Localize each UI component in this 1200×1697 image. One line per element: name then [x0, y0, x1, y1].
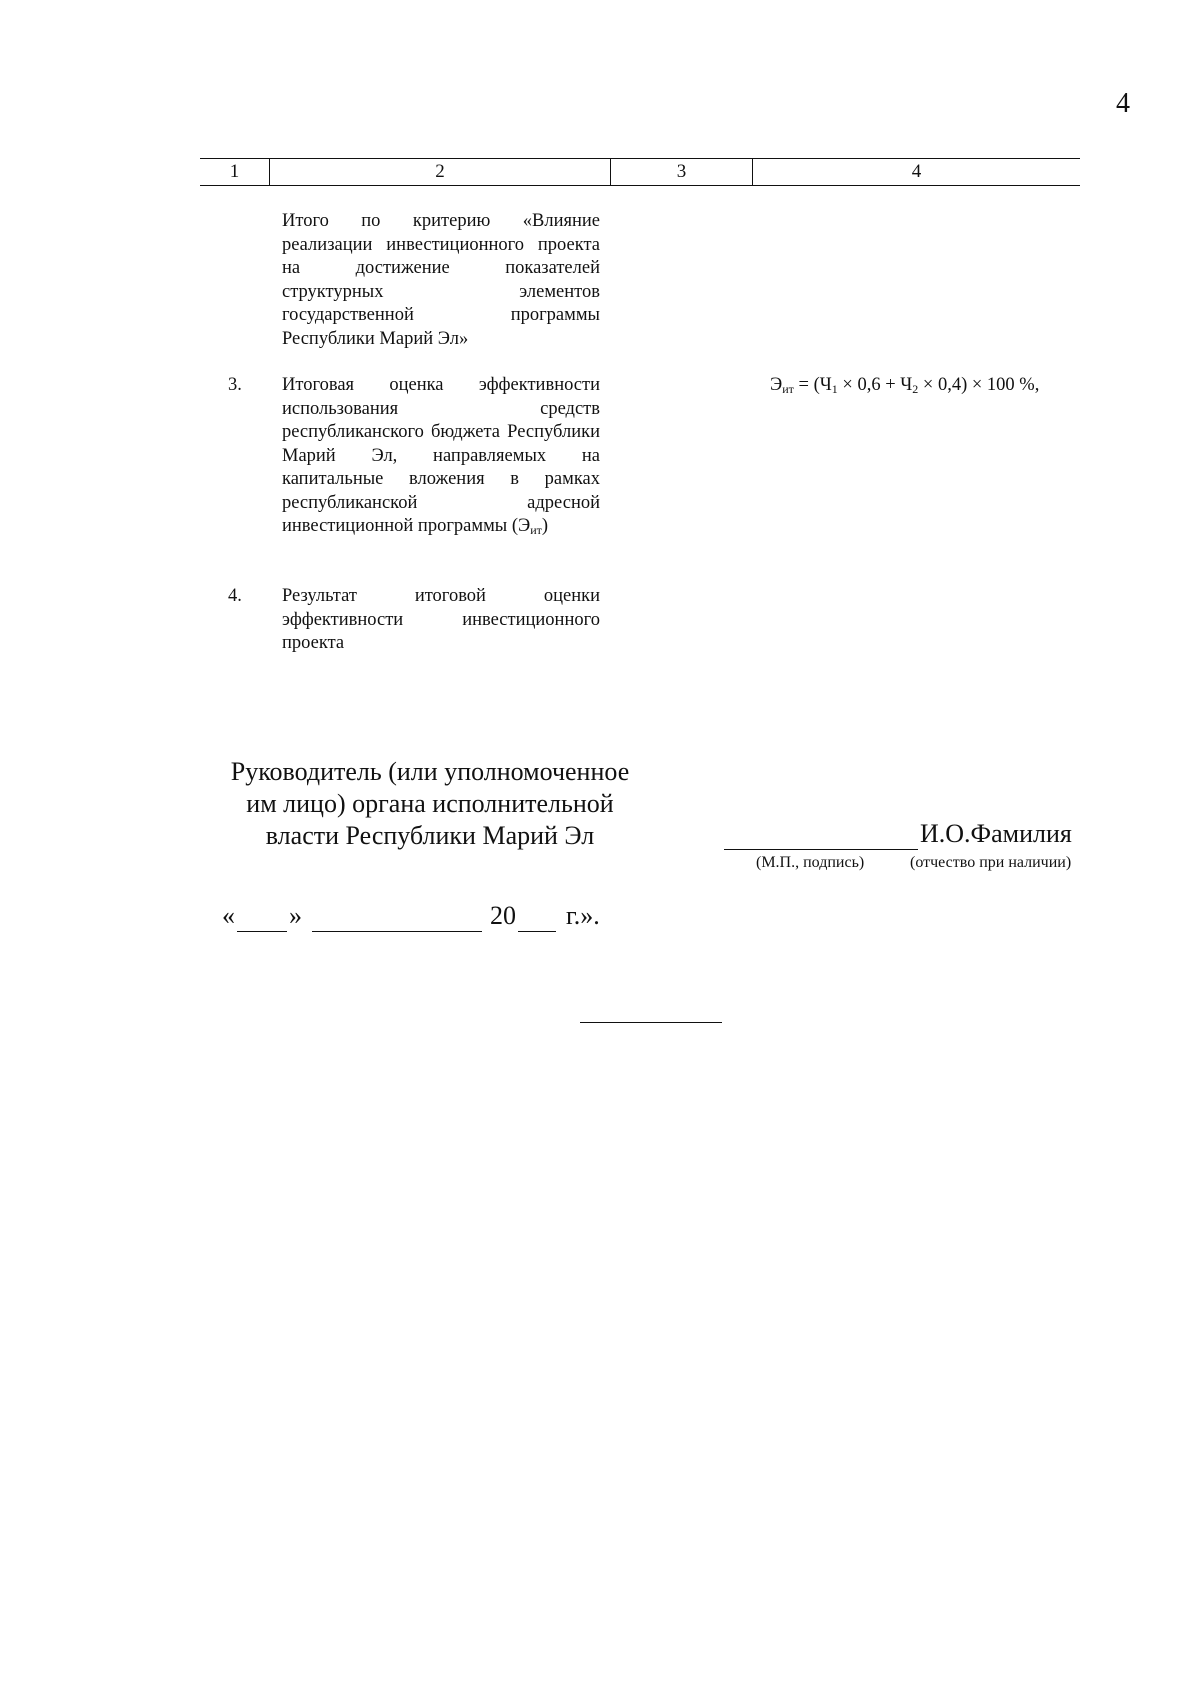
- date-month-blank: [312, 907, 482, 932]
- date-suffix: г.».: [566, 901, 600, 930]
- signature-line: [724, 849, 918, 850]
- row-description: Итого по критерию «Влияние реализации инвестиционного проекта на достижение показателей структурных элементов государственной программы Республики Марий Эл»: [282, 211, 600, 349]
- row-number: 4.: [228, 586, 242, 606]
- row-description: [282, 374, 600, 543]
- formula-part-3: × 0,4) × 100 %,: [918, 375, 1040, 395]
- date-line: [222, 900, 600, 932]
- row-description: Результат итоговой оценки эффективности инвестиционного проекта: [282, 586, 600, 653]
- formula-subscript-1: 1: [831, 382, 838, 396]
- formula-subscript-2: 2: [912, 382, 919, 396]
- signature-caption-stamp: (М.П., подпись): [756, 854, 865, 871]
- date-year-prefix: 20: [490, 901, 516, 930]
- formula-lhs: Э: [770, 375, 783, 395]
- end-of-document-rule: [580, 1022, 722, 1023]
- row-description-main: Итоговая оценка эффективности использования средств республиканского бюджета Республики Марий Эл, направляемых на капитальные вложения в рамках республиканской адресной инвестиционной программы (Э: [282, 375, 600, 536]
- signatory-name: И.О.Фамилия: [920, 819, 1072, 848]
- signature-caption-patronymic: (отчество при наличии): [910, 854, 1072, 871]
- table-header-col-1: 1: [200, 159, 270, 185]
- signatory-title-line-2: им лицо) органа исполнительной: [246, 789, 614, 818]
- date-year-blank: [518, 907, 556, 932]
- signatory-title-line-1: Руководитель (или уполномоченное: [230, 757, 630, 786]
- date-day-blank: [237, 907, 287, 932]
- formula-part-1: = (Ч: [793, 375, 832, 395]
- signatory-title-line-3: власти Республики Марий Эл: [265, 821, 595, 850]
- table-header-col-3: 3: [611, 159, 753, 185]
- row-description-subscript: ит: [530, 523, 542, 537]
- row-description-end: ): [541, 516, 549, 536]
- formula-part-2: × 0,6 + Ч: [837, 375, 913, 395]
- formula-lhs-subscript: ит: [782, 382, 794, 396]
- table-header-row: [200, 158, 1080, 186]
- signatory-title: [200, 756, 660, 852]
- date-close-quote: »: [289, 901, 302, 930]
- table-header-col-4: 4: [911, 161, 922, 182]
- row-formula: [770, 374, 1070, 402]
- row-number: 3.: [228, 375, 242, 395]
- table-header-col-2: 2: [270, 159, 611, 185]
- date-open-quote: «: [222, 901, 235, 930]
- page-number: 4: [1116, 88, 1130, 119]
